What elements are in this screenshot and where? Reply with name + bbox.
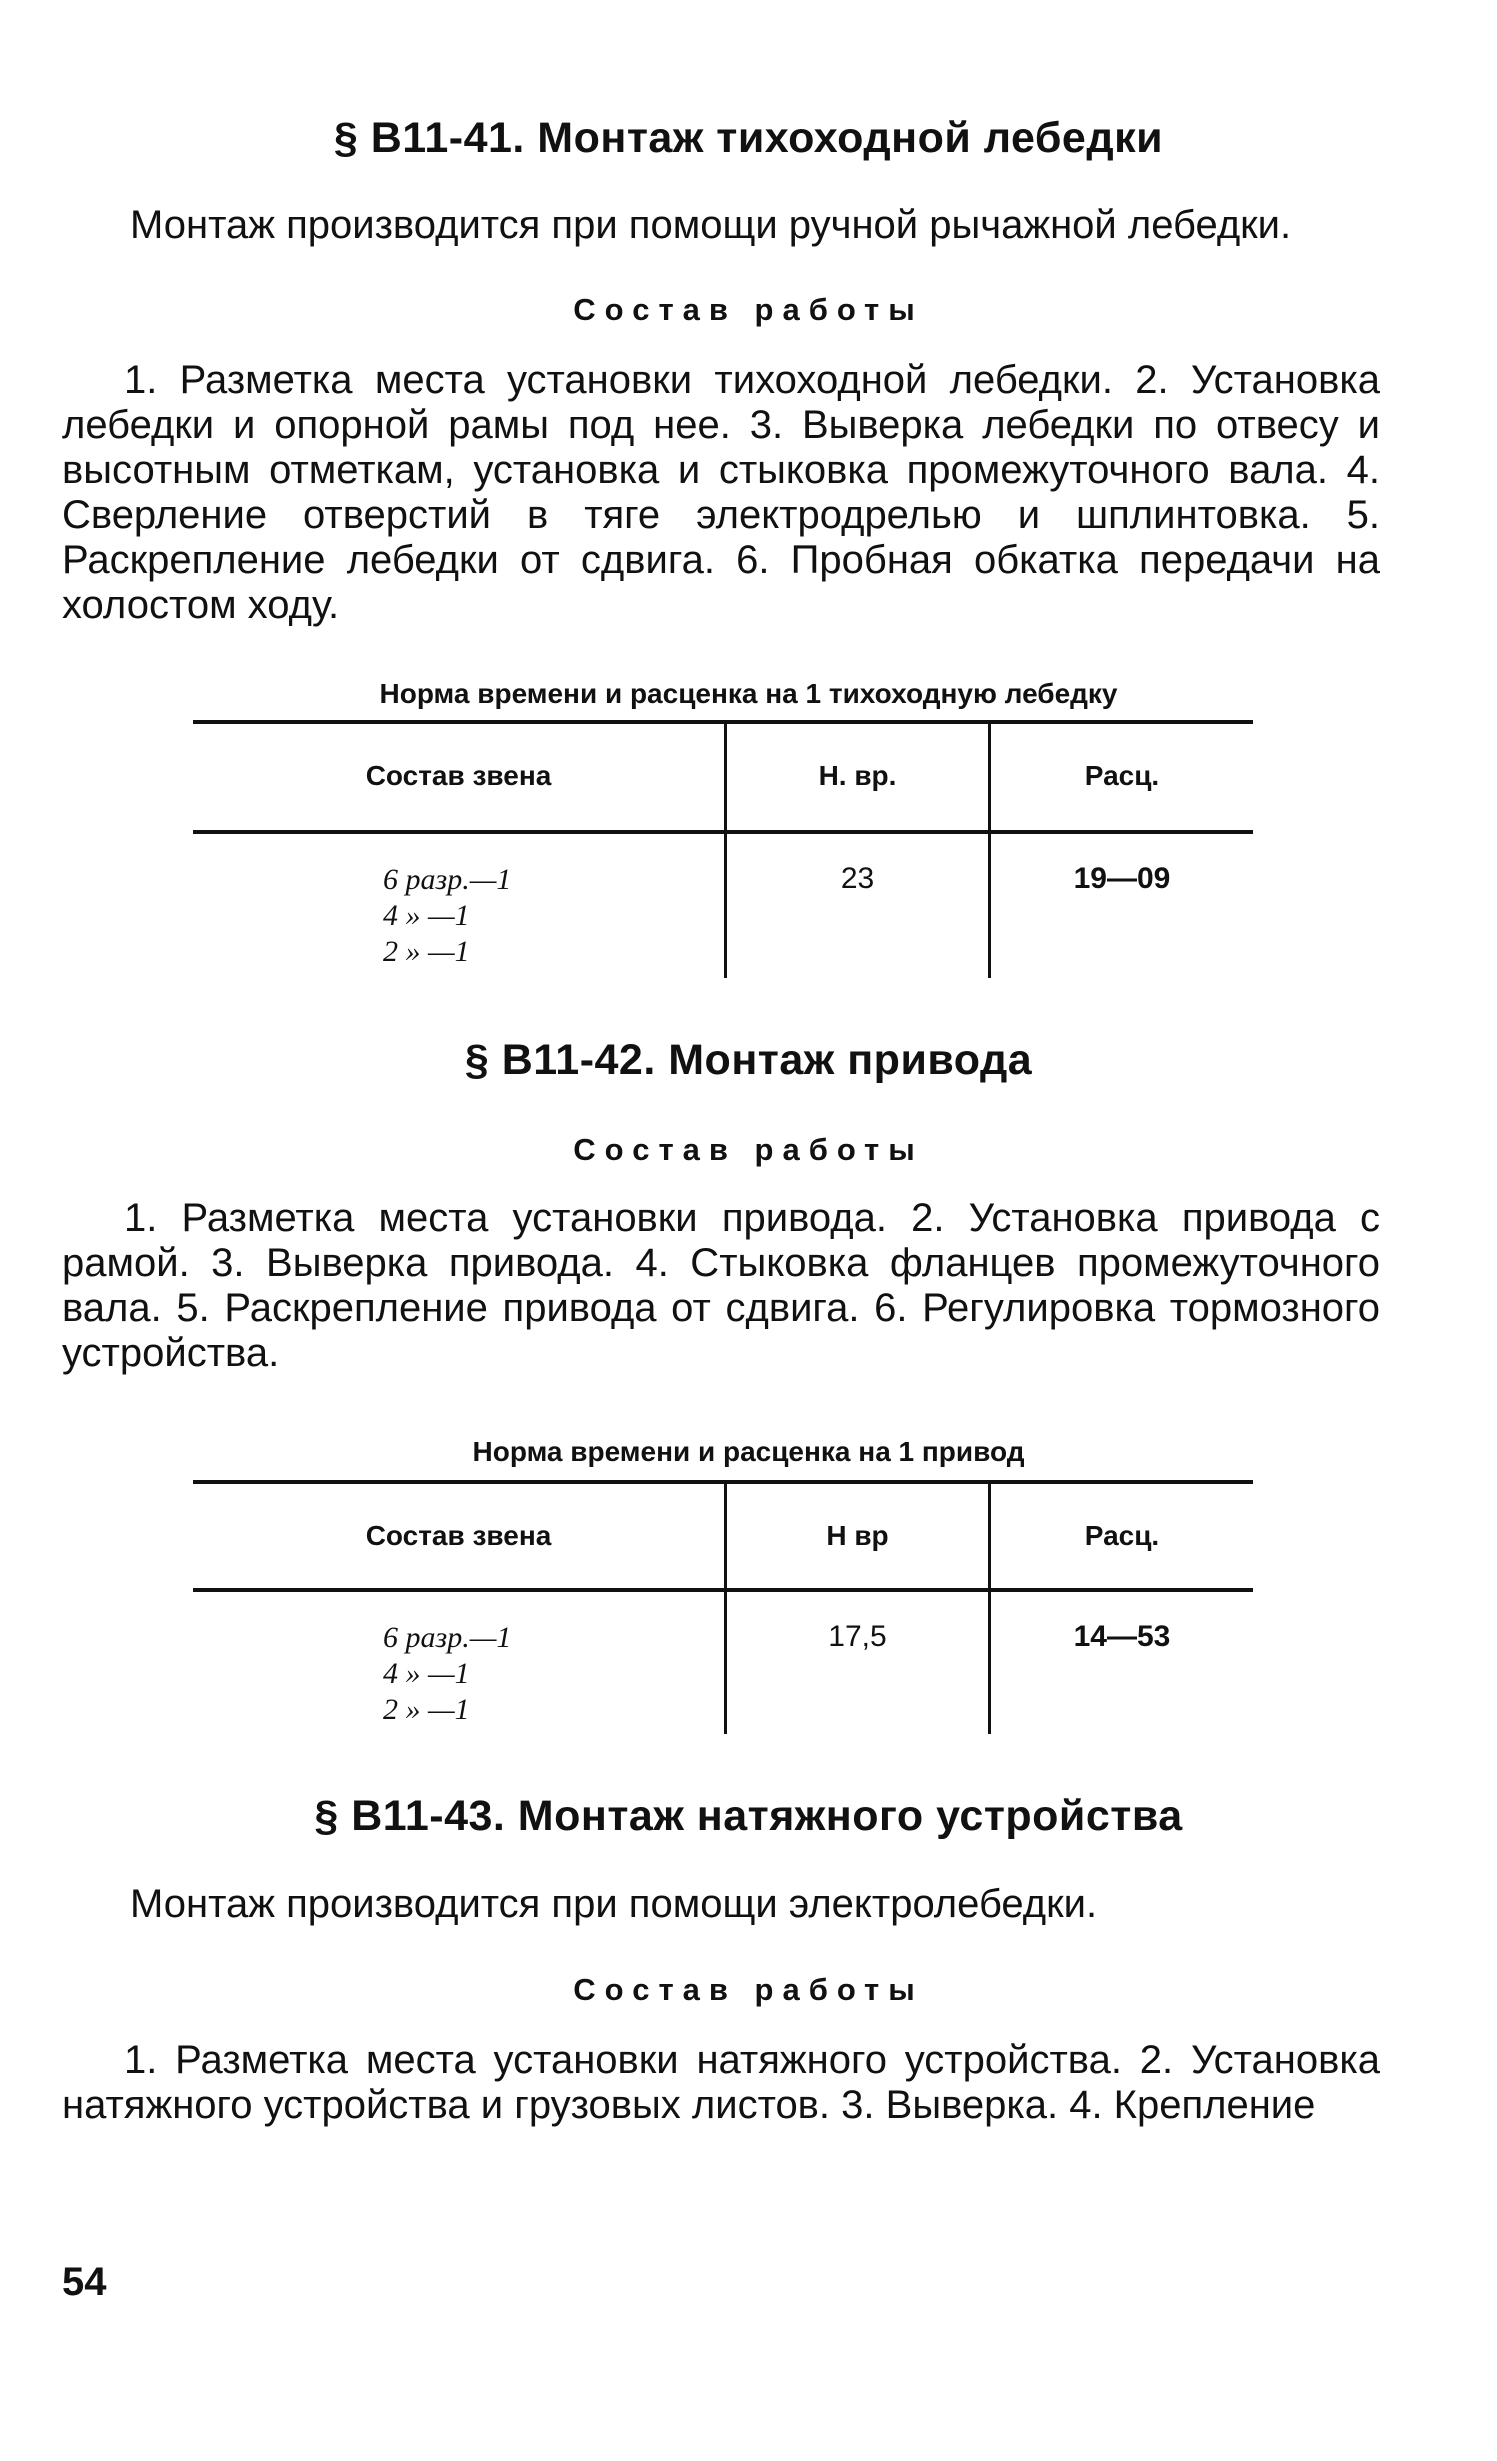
column-header-rate: Расц. (1084, 760, 1160, 791)
work-composition-text: 1. Разметка места установки натяжного устройства. 2. Установка натяжного устройства и грузовых листов. 3. Выверка. 4. Крепление (62, 2038, 1380, 2127)
work-composition-text: 1. Разметка места установки привода. 2. Установка привода с рамой. 3. Выверка привода. 4. Стыковка фланцев промежуточного вала. 5. Раскрепление привода от сдвига. 6. Регулировка тормозного устройства. (62, 1196, 1380, 1375)
section-intro-b11-43: Монтаж производится при помощи электролебедки. (130, 1882, 1098, 1926)
crew-row: 2 » —1 (383, 1693, 470, 1726)
rate-value: 19—09 (1073, 862, 1171, 895)
rate-value: 14—53 (1073, 1620, 1171, 1653)
column-header-crew: Состав звена (365, 1520, 552, 1551)
norm-table (193, 720, 1253, 978)
table-top-rule (193, 1480, 1253, 1484)
table-column-divider (988, 720, 991, 978)
work-composition-heading: Состав работы (573, 1972, 924, 2007)
section-intro-b11-41: Монтаж производится при помощи ручной рычажной лебедки. (130, 203, 1292, 247)
time-norm-value: 23 (840, 862, 875, 895)
section-heading-b11-41: § В11-41. Монтаж тихоходной лебедки (333, 114, 1164, 162)
work-composition-text: 1. Разметка места установки тихоходной лебедки. 2. Установка лебедки и опорной рамы под нее. 3. Выверка лебедки по отвесу и высотным отметкам, установка и стыковка промежуточного вала. 4. Сверление отверстий в тяге электродрелью и шплинтовка. 5. Раскрепление лебедки от сдвига. 6. Пробная обкатка передачи на холостом ходу. (62, 358, 1380, 627)
table-top-rule (193, 720, 1253, 724)
table-header-rule (193, 830, 1253, 834)
crew-row: 4 » —1 (383, 1657, 470, 1690)
table-caption: Норма времени и расценка на 1 привод (472, 1436, 1025, 1467)
column-header-time-norm: Н. вр. (818, 760, 897, 791)
table-column-divider (724, 1480, 727, 1734)
crew-row: 2 » —1 (383, 935, 470, 968)
table-column-divider (988, 1480, 991, 1734)
section-heading-b11-42: § В11-42. Монтаж привода (464, 1036, 1033, 1084)
crew-list (383, 862, 511, 970)
table-header-rule (193, 1588, 1253, 1592)
crew-list (383, 1620, 511, 1728)
page-number: 54 (62, 2260, 107, 2304)
time-norm-value: 17,5 (828, 1620, 887, 1653)
column-header-time-norm: Н вр (826, 1520, 889, 1551)
column-header-rate: Расц. (1084, 1520, 1160, 1551)
crew-row: 6 разр.—1 (383, 863, 512, 896)
section-heading-b11-43: § В11-43. Монтаж натяжного устройства (314, 1792, 1183, 1840)
norm-table (193, 1480, 1253, 1734)
table-caption: Норма времени и расценка на 1 тихоходную лебедку (379, 678, 1118, 709)
crew-row: 4 » —1 (383, 899, 470, 932)
crew-row: 6 разр.—1 (383, 1621, 512, 1654)
table-column-divider (724, 720, 727, 978)
column-header-crew: Состав звена (365, 760, 552, 791)
work-composition-heading: Состав работы (573, 1132, 924, 1167)
work-composition-heading: Состав работы (573, 292, 924, 327)
